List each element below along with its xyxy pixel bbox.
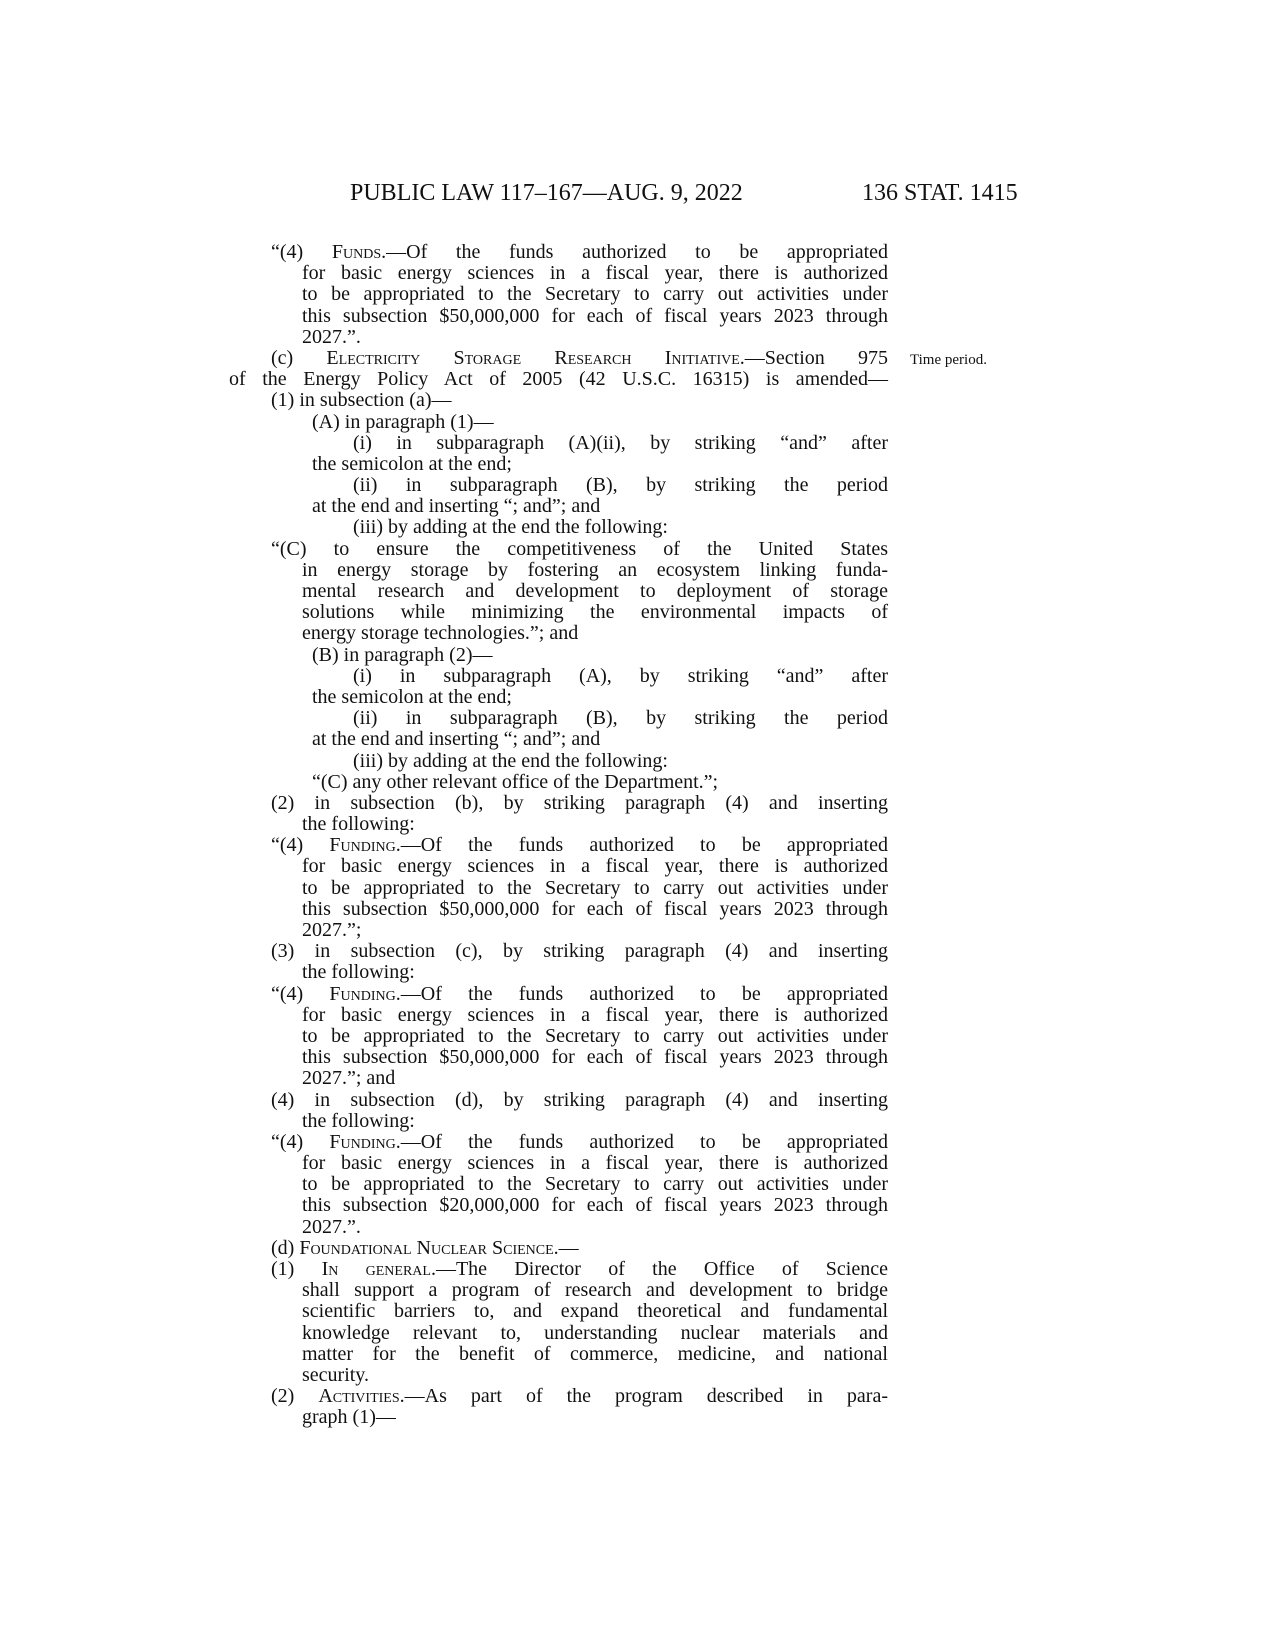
text-line — [312, 645, 888, 666]
section-heading-smallcaps: Funds — [331, 241, 382, 263]
text-line — [312, 729, 888, 750]
text-run: (ii) in subparagraph (B), by striking the period — [353, 707, 888, 730]
text-line — [302, 1111, 888, 1132]
text-run: .—Of the funds authorized to be appropriated — [395, 982, 888, 1005]
text-run: (2) in subsection (b), by striking paragraph (4) and inserting — [271, 791, 888, 814]
text-line — [271, 1090, 888, 1111]
text-line — [302, 1153, 888, 1174]
text-run: (d) — [271, 1236, 300, 1259]
text-run: the semicolon at the end; — [312, 685, 512, 708]
section-heading-smallcaps: In general — [321, 1258, 431, 1280]
text-line — [353, 433, 888, 454]
text-run: (A) in paragraph (1)— — [312, 410, 494, 433]
text-line — [302, 1026, 888, 1047]
text-line — [302, 856, 888, 877]
text-line — [302, 878, 888, 899]
text-run: the semicolon at the end; — [312, 452, 512, 475]
text-line — [271, 941, 888, 962]
text-run: graph (1)— — [302, 1406, 396, 1429]
text-line — [312, 454, 888, 475]
text-run: this subsection $50,000,000 for each of fiscal years 2023 through — [302, 1046, 888, 1069]
text-line — [302, 1195, 888, 1216]
text-line — [302, 899, 888, 920]
text-line — [271, 242, 888, 263]
running-header-page-number: 136 STAT. 1415 — [862, 180, 1018, 206]
text-line — [271, 348, 888, 369]
text-run: for basic energy sciences in a fiscal year, there is authorized — [302, 855, 888, 878]
text-line — [302, 306, 888, 327]
section-heading-smallcaps: Funding — [329, 834, 396, 857]
text-run: (ii) in subparagraph (B), by striking the period — [353, 474, 888, 497]
text-run: “(4) — [271, 241, 332, 263]
text-run: for basic energy sciences in a fiscal year, there is authorized — [302, 1152, 888, 1175]
text-run: this subsection $50,000,000 for each of fiscal years 2023 through — [302, 897, 888, 920]
text-line — [312, 412, 888, 433]
text-run: (B) in paragraph (2)— — [312, 643, 493, 666]
section-heading-smallcaps: Funding — [329, 1130, 396, 1153]
text-line — [302, 1301, 888, 1322]
text-line — [229, 369, 888, 390]
text-run: “(C) any other relevant office of the Department.”; — [312, 770, 719, 793]
text-line — [271, 1238, 888, 1259]
text-run: of the Energy Policy Act of 2005 (42 U.S.C. 16315) is amended— — [229, 368, 888, 391]
text-line — [302, 1005, 888, 1026]
text-run: to be appropriated to the Secretary to carry out activities under — [302, 1173, 888, 1196]
text-line — [271, 1259, 888, 1280]
statute-text-body — [229, 242, 888, 1429]
text-run: this subsection $50,000,000 for each of fiscal years 2023 through — [302, 304, 888, 327]
text-line — [353, 751, 888, 772]
text-line — [302, 920, 888, 941]
text-run: at the end and inserting “; and”; and — [312, 728, 601, 751]
text-line — [302, 1323, 888, 1344]
text-run: the following: — [302, 1109, 415, 1132]
text-run: for basic energy sciences in a fiscal year, there is authorized — [302, 262, 888, 285]
text-run: .—As part of the program described in para- — [399, 1385, 888, 1408]
text-run: scientific barriers to, and expand theoretical and fundamental — [302, 1300, 888, 1323]
text-run: “(C) to ensure the competitiveness of the United States — [271, 537, 888, 560]
text-line — [302, 263, 888, 284]
text-run: shall support a program of research and development to bridge — [302, 1279, 888, 1302]
text-run: to be appropriated to the Secretary to carry out activities under — [302, 1024, 888, 1047]
text-run: the following: — [302, 961, 415, 984]
text-run: (iii) by adding at the end the following: — [353, 516, 668, 539]
text-line — [353, 517, 888, 538]
text-run: to be appropriated to the Secretary to carry out activities under — [302, 283, 888, 306]
text-line — [302, 1365, 888, 1386]
text-run: 2027.”. — [302, 1215, 361, 1238]
text-line — [302, 962, 888, 983]
text-line — [271, 390, 888, 411]
text-run: “(4) — [271, 1130, 330, 1153]
text-run: at the end and inserting “; and”; and — [312, 495, 601, 518]
text-run: this subsection $20,000,000 for each of fiscal years 2023 through — [302, 1194, 888, 1217]
text-run: (iii) by adding at the end the following: — [353, 749, 668, 772]
text-line — [302, 560, 888, 581]
margin-note: Time period. — [910, 352, 987, 368]
text-run: the following: — [302, 813, 415, 836]
section-heading-smallcaps: Activities — [318, 1385, 400, 1408]
text-run: energy storage technologies.”; and — [302, 622, 579, 645]
text-line — [271, 1386, 888, 1407]
text-run: .—Of the funds authorized to be appropriated — [395, 834, 888, 857]
text-line — [302, 1047, 888, 1068]
text-run: security. — [302, 1363, 370, 1386]
text-run: matter for the benefit of commerce, medicine, and national — [302, 1342, 888, 1365]
text-run: “(4) — [271, 982, 330, 1005]
text-run: (2) — [271, 1385, 319, 1408]
text-line — [302, 327, 888, 348]
text-line — [271, 793, 888, 814]
text-run: in energy storage by fostering an ecosystem linking funda- — [302, 558, 888, 581]
text-line — [302, 284, 888, 305]
running-header-title: PUBLIC LAW 117–167—AUG. 9, 2022 — [350, 180, 743, 206]
section-heading-smallcaps: Foundational Nuclear Science — [299, 1236, 554, 1259]
text-line — [302, 1344, 888, 1365]
text-line — [312, 496, 888, 517]
text-run: (c) — [271, 346, 327, 369]
text-run: (3) in subsection (c), by striking paragraph (4) and inserting — [271, 940, 888, 963]
text-line — [271, 539, 888, 560]
text-line — [302, 1217, 888, 1238]
text-run: (1) — [271, 1258, 322, 1280]
text-line — [271, 984, 888, 1005]
text-line — [353, 708, 888, 729]
text-run: knowledge relevant to, understanding nuclear materials and — [302, 1321, 888, 1344]
text-line — [302, 1407, 888, 1428]
text-line — [271, 835, 888, 856]
text-run: .—The Director of the Office of Science — [430, 1258, 888, 1280]
text-run: (i) in subparagraph (A)(ii), by striking “and” after — [353, 431, 888, 454]
text-line — [302, 814, 888, 835]
text-run: 2027.”. — [302, 325, 361, 348]
text-run: (1) in subsection (a)— — [271, 389, 452, 412]
text-line — [302, 623, 888, 644]
text-run: “(4) — [271, 834, 330, 857]
text-run: .—Of the funds authorized to be appropriated — [381, 241, 888, 263]
text-line — [302, 1174, 888, 1195]
text-run: solutions while minimizing the environmental impacts of — [302, 601, 888, 624]
text-run: for basic energy sciences in a fiscal year, there is authorized — [302, 1003, 888, 1026]
text-run: .—Of the funds authorized to be appropriated — [395, 1130, 888, 1153]
text-run: .— — [553, 1236, 579, 1259]
text-run: (i) in subparagraph (A), by striking “and” after — [353, 664, 888, 687]
text-line — [353, 666, 888, 687]
text-run: 2027.”; and — [302, 1067, 396, 1090]
text-line — [302, 602, 888, 623]
text-line — [353, 475, 888, 496]
text-line — [271, 1132, 888, 1153]
text-run: .—Section 975 — [739, 346, 888, 369]
text-line — [302, 1280, 888, 1301]
section-heading-smallcaps: Electricity Storage Research Initiative — [326, 346, 740, 369]
text-run: to be appropriated to the Secretary to carry out activities under — [302, 876, 888, 899]
section-heading-smallcaps: Funding — [329, 982, 396, 1005]
text-run: mental research and development to deployment of storage — [302, 580, 888, 602]
text-line — [302, 581, 888, 602]
text-line — [302, 1068, 888, 1089]
text-line — [312, 772, 888, 793]
text-line — [312, 687, 888, 708]
text-run: (4) in subsection (d), by striking paragraph (4) and inserting — [271, 1088, 888, 1111]
text-run: 2027.”; — [302, 919, 362, 941]
